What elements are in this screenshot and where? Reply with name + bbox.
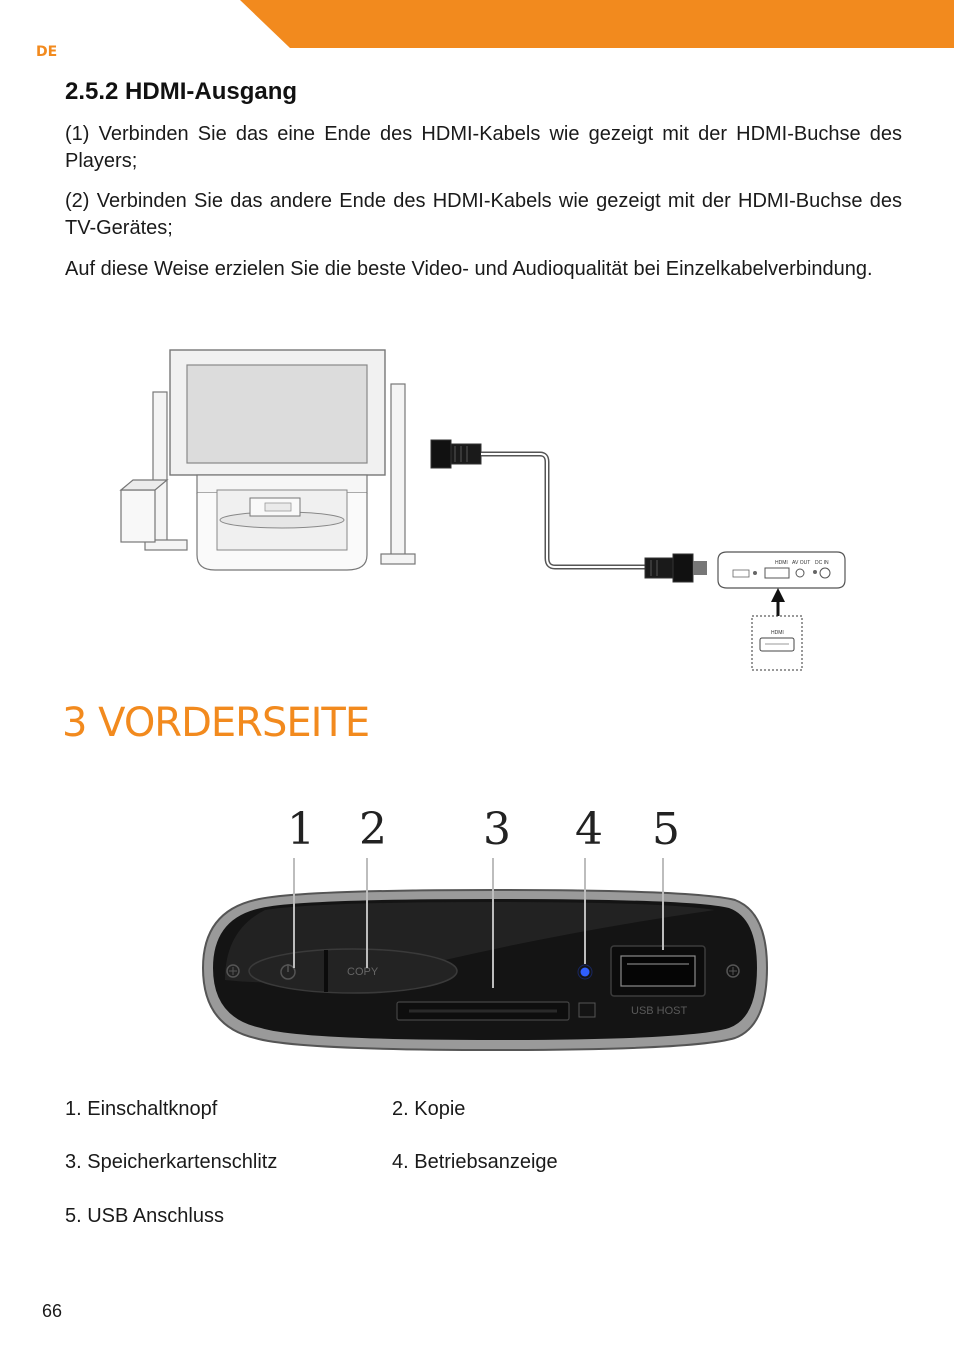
front-panel-illustration (195, 800, 775, 1065)
av-out-port-label: AV OUT (792, 560, 811, 566)
dc-in-port-label: DC IN (815, 560, 829, 566)
hdmi-connection-illustration (115, 340, 865, 680)
port-zoom-callout (752, 588, 802, 670)
hdmi-cable-illustration (431, 440, 707, 582)
step-1-text: (1) Verbinden Sie das eine Ende des HDMI-Kabels wie gezeigt mit der HDMI-Buchse des Players; (65, 123, 902, 172)
callout-number-1: 1 (287, 804, 315, 855)
hdmi-port-label: HDMI (775, 560, 788, 566)
copy-button-label: COPY (347, 966, 379, 978)
callout-number-4: 4 (575, 804, 603, 855)
media-player-front (203, 890, 767, 1050)
player-rear-panel (718, 552, 845, 588)
legend-item-5: 5. USB Anschluss (65, 1205, 224, 1227)
tv-illustration (170, 350, 385, 570)
legend-item-3: 3. Speicherkartenschlitz (65, 1151, 278, 1173)
chapter-title: 3 VORDERSEITE (62, 700, 370, 746)
legend-item-1: 1. Einschaltknopf (65, 1098, 218, 1120)
language-tag: DE (36, 44, 58, 60)
callout-number-2: 2 (359, 804, 387, 855)
zoom-hdmi-label: HDMI (771, 630, 784, 636)
section-heading: 2.5.2 HDMI-Ausgang (65, 78, 298, 105)
quality-note: Auf diese Weise erzielen Sie die beste Video- und Audioqualität bei Einzelkabelverbindung. (65, 258, 873, 280)
header-banner (0, 0, 954, 50)
legend-item-4: 4. Betriebsanzeige (392, 1151, 558, 1173)
usb-host-label: USB HOST (631, 1005, 688, 1017)
callout-number-3: 3 (483, 804, 511, 855)
right-speaker-illustration (381, 384, 415, 564)
page-number: 66 (42, 1301, 63, 1321)
legend-item-2: 2. Kopie (392, 1098, 466, 1120)
callout-number-5: 5 (652, 804, 680, 855)
step-2-text: (2) Verbinden Sie das andere Ende des HDMI-Kabels wie gezeigt mit der HDMI-Buchse des TV-Gerätes; (65, 190, 902, 239)
